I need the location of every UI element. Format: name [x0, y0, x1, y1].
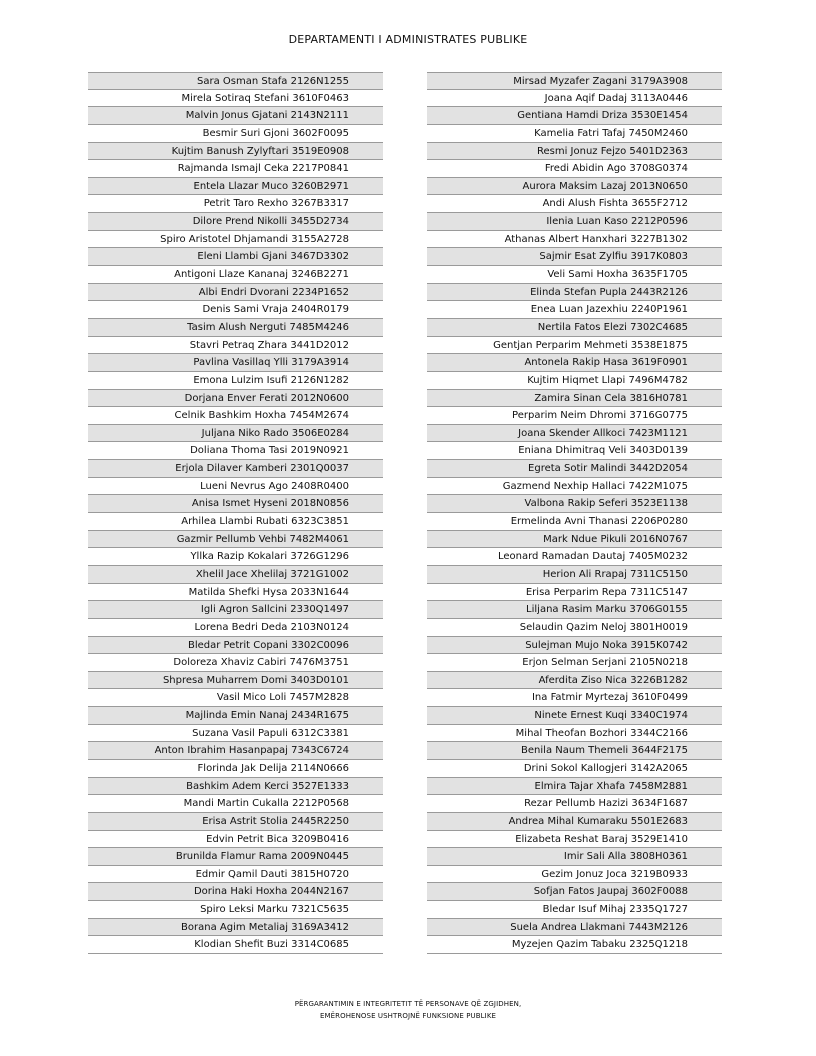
list-item: Erisa Astrit Stolia 2445R2250 — [88, 813, 383, 831]
list-item: Arhilea Llambi Rubati 6323C3851 — [88, 513, 383, 531]
list-item: Majlinda Emin Nanaj 2434R1675 — [88, 707, 383, 725]
list-item: Stavri Petraq Zhara 3441D2012 — [88, 337, 383, 355]
list-item: Herion Ali Rrapaj 7311C5150 — [427, 566, 722, 584]
list-item: Dilore Prend Nikolli 3455D2734 — [88, 213, 383, 231]
list-item: Mirsad Myzafer Zagani 3179A3908 — [427, 72, 722, 90]
list-item: Egreta Sotir Malindi 3442D2054 — [427, 460, 722, 478]
list-item: Valbona Rakip Seferi 3523E1138 — [427, 495, 722, 513]
list-item: Yllka Razip Kokalari 3726G1296 — [88, 548, 383, 566]
list-item: Kujtim Banush Zylyftari 3519E0908 — [88, 143, 383, 161]
list-item: Elinda Stefan Pupla 2443R2126 — [427, 284, 722, 302]
right-name-list — [427, 72, 722, 954]
list-item: Benila Naum Themeli 3644F2175 — [427, 742, 722, 760]
list-item: Rezar Pellumb Hazizi 3634F1687 — [427, 795, 722, 813]
list-item: Nertila Fatos Elezi 7302C4685 — [427, 319, 722, 337]
list-item: Ilenia Luan Kaso 2212P0596 — [427, 213, 722, 231]
list-item: Gentjan Perparim Mehmeti 3538E1875 — [427, 337, 722, 355]
list-item: Veli Sami Hoxha 3635F1705 — [427, 266, 722, 284]
list-item: Ermelinda Avni Thanasi 2206P0280 — [427, 513, 722, 531]
list-item: Vasil Mico Loli 7457M2828 — [88, 689, 383, 707]
list-item: Dorina Haki Hoxha 2044N2167 — [88, 883, 383, 901]
list-item: Mihal Theofan Bozhori 3344C2166 — [427, 725, 722, 743]
list-item: Xhelil Jace Xhelilaj 3721G1002 — [88, 566, 383, 584]
list-item: Borana Agim Metaliaj 3169A3412 — [88, 919, 383, 937]
list-item: Joana Skender Allkoci 7423M1121 — [427, 425, 722, 443]
list-item: Aurora Maksim Lazaj 2013N0650 — [427, 178, 722, 196]
list-item: Enea Luan Jazexhiu 2240P1961 — [427, 301, 722, 319]
list-item: Matilda Shefki Hysa 2033N1644 — [88, 584, 383, 602]
list-item: Erjon Selman Serjani 2105N0218 — [427, 654, 722, 672]
list-item: Athanas Albert Hanxhari 3227B1302 — [427, 231, 722, 249]
list-item: Anton Ibrahim Hasanpapaj 7343C6724 — [88, 742, 383, 760]
list-item: Andi Alush Fishta 3655F2712 — [427, 195, 722, 213]
list-item: Eleni Llambi Gjani 3467D3302 — [88, 248, 383, 266]
list-item: Edmir Qamil Dauti 3815H0720 — [88, 866, 383, 884]
list-item: Rajmanda Ismajl Ceka 2217P0841 — [88, 160, 383, 178]
list-item: Kujtim Hiqmet Llapi 7496M4782 — [427, 372, 722, 390]
list-item: Sara Osman Stafa 2126N1255 — [88, 72, 383, 90]
list-item: Resmi Jonuz Fejzo 5401D2363 — [427, 143, 722, 161]
list-item: Besmir Suri Gjoni 3602F0095 — [88, 125, 383, 143]
list-item: Doliana Thoma Tasi 2019N0921 — [88, 442, 383, 460]
list-item: Ninete Ernest Kuqi 3340C1974 — [427, 707, 722, 725]
list-item: Mark Ndue Pikuli 2016N0767 — [427, 531, 722, 549]
list-item: Brunilda Flamur Rama 2009N0445 — [88, 848, 383, 866]
page-footer — [0, 998, 816, 1022]
list-item: Edvin Petrit Bica 3209B0416 — [88, 831, 383, 849]
list-item: Celnik Bashkim Hoxha 7454M2674 — [88, 407, 383, 425]
list-item: Imir Sali Alla 3808H0361 — [427, 848, 722, 866]
list-item: Zamira Sinan Cela 3816H0781 — [427, 390, 722, 408]
footer-line-2: EMËROHENOSE USHTROJNË FUNKSIONE PUBLIKE — [319, 1012, 497, 1020]
page-title: DEPARTAMENTI I ADMINISTRATES PUBLIKE — [288, 33, 528, 46]
list-item: Bashkim Adem Kerci 3527E1333 — [88, 778, 383, 796]
list-item: Drini Sokol Kallogjeri 3142A2065 — [427, 760, 722, 778]
list-item: Selaudin Qazim Neloj 3801H0019 — [427, 619, 722, 637]
footer-line-1: PËRGARANTIMIN E INTEGRITETIT TË PERSONAVE QË ZGJIDHEN, — [294, 1000, 522, 1008]
list-item: Klodian Shefit Buzi 3314C0685 — [88, 936, 383, 954]
list-item: Andrea Mihal Kumaraku 5501E2683 — [427, 813, 722, 831]
list-item: Juljana Niko Rado 3506E0284 — [88, 425, 383, 443]
list-item: Petrit Taro Rexho 3267B3317 — [88, 195, 383, 213]
list-item: Lueni Nevrus Ago 2408R0400 — [88, 478, 383, 496]
list-item: Anisa Ismet Hyseni 2018N0856 — [88, 495, 383, 513]
list-item: Suela Andrea Llakmani 7443M2126 — [427, 919, 722, 937]
list-item: Antigoni Llaze Kananaj 3246B2271 — [88, 266, 383, 284]
list-item: Suzana Vasil Papuli 6312C3381 — [88, 725, 383, 743]
list-item: Gentiana Hamdi Driza 3530E1454 — [427, 107, 722, 125]
list-item: Florinda Jak Delija 2114N0666 — [88, 760, 383, 778]
left-name-list — [88, 72, 383, 954]
list-item: Albi Endri Dvorani 2234P1652 — [88, 284, 383, 302]
list-item: Mandi Martin Cukalla 2212P0568 — [88, 795, 383, 813]
list-item: Elmira Tajar Xhafa 7458M2881 — [427, 778, 722, 796]
list-item: Antonela Rakip Hasa 3619F0901 — [427, 354, 722, 372]
list-item: Sofjan Fatos Jaupaj 3602F0088 — [427, 883, 722, 901]
list-item: Gazmend Nexhip Hallaci 7422M1075 — [427, 478, 722, 496]
list-item: Doloreza Xhaviz Cabiri 7476M3751 — [88, 654, 383, 672]
list-item: Mirela Sotiraq Stefani 3610F0463 — [88, 90, 383, 108]
list-item: Liljana Rasim Marku 3706G0155 — [427, 601, 722, 619]
list-item: Bledar Isuf Mihaj 2335Q1727 — [427, 901, 722, 919]
list-item: Dorjana Enver Ferati 2012N0600 — [88, 390, 383, 408]
list-item: Gazmir Pellumb Vehbi 7482M4061 — [88, 531, 383, 549]
list-item: Gezim Jonuz Joca 3219B0933 — [427, 866, 722, 884]
list-item: Denis Sami Vraja 2404R0179 — [88, 301, 383, 319]
list-item: Pavlina Vasillaq Ylli 3179A3914 — [88, 354, 383, 372]
list-item: Myzejen Qazim Tabaku 2325Q1218 — [427, 936, 722, 954]
list-item: Shpresa Muharrem Domi 3403D0101 — [88, 672, 383, 690]
list-item: Leonard Ramadan Dautaj 7405M0232 — [427, 548, 722, 566]
list-item: Aferdita Ziso Nica 3226B1282 — [427, 672, 722, 690]
list-item: Spiro Aristotel Dhjamandi 3155A2728 — [88, 231, 383, 249]
list-item: Emona Lulzim Isufi 2126N1282 — [88, 372, 383, 390]
list-item: Ina Fatmir Myrtezaj 3610F0499 — [427, 689, 722, 707]
list-item: Igli Agron Sallcini 2330Q1497 — [88, 601, 383, 619]
list-item: Spiro Leksi Marku 7321C5635 — [88, 901, 383, 919]
list-item: Bledar Petrit Copani 3302C0096 — [88, 637, 383, 655]
list-item: Erisa Perparim Repa 7311C5147 — [427, 584, 722, 602]
list-item: Erjola Dilaver Kamberi 2301Q0037 — [88, 460, 383, 478]
list-item: Malvin Jonus Gjatani 2143N2111 — [88, 107, 383, 125]
list-item: Perparim Neim Dhromi 3716G0775 — [427, 407, 722, 425]
list-item: Entela Llazar Muco 3260B2971 — [88, 178, 383, 196]
list-item: Eniana Dhimitraq Veli 3403D0139 — [427, 442, 722, 460]
list-item: Sulejman Mujo Noka 3915K0742 — [427, 637, 722, 655]
list-item: Joana Aqif Dadaj 3113A0446 — [427, 90, 722, 108]
list-item: Fredi Abidin Ago 3708G0374 — [427, 160, 722, 178]
list-item: Elizabeta Reshat Baraj 3529E1410 — [427, 831, 722, 849]
list-item: Lorena Bedri Deda 2103N0124 — [88, 619, 383, 637]
list-item: Sajmir Esat Zylfiu 3917K0803 — [427, 248, 722, 266]
list-item: Kamelia Fatri Tafaj 7450M2460 — [427, 125, 722, 143]
list-item: Tasim Alush Nerguti 7485M4246 — [88, 319, 383, 337]
